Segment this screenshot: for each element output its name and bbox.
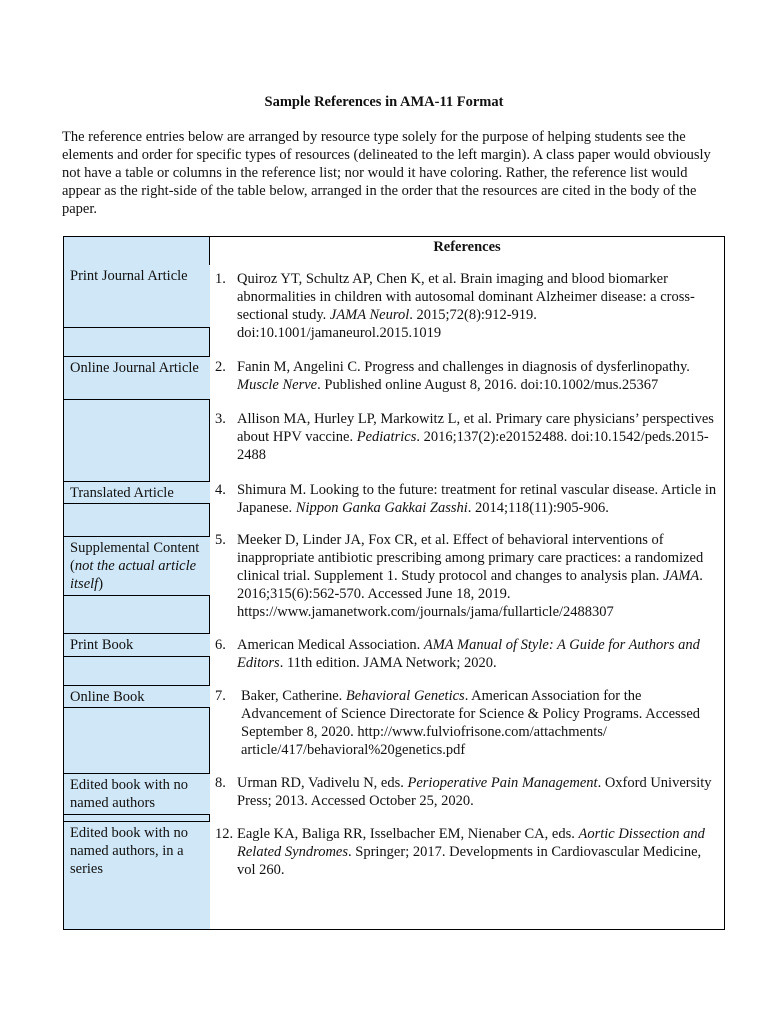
reference-8	[215, 774, 720, 810]
reference-source: Muscle Nerve	[237, 377, 318, 393]
reference-details: . Oxford University Press; 2013. Accessed October 25, 2020.	[237, 775, 712, 809]
reference-details: . American Association for the Advancement of Science Directorate for Science & Policy Programs. Accessed September 8, 2020. http://www.fulviofrisone.com/attachments/ article/417/behavioral%20genetics.pdf	[241, 688, 701, 758]
reference-number: 4.	[215, 482, 226, 498]
category-supplemental	[64, 536, 210, 596]
reference-source: Perioperative Pain Management	[407, 775, 598, 791]
supplemental-text: Supplemental Content (	[70, 540, 200, 574]
reference-source: JAMA Neurol	[329, 307, 410, 323]
reference-text: American Medical Association.	[237, 637, 424, 653]
reference-details: . 2016;137(2):e20152488. doi:10.1542/peds.2015-2488	[237, 429, 709, 463]
reference-source: Aortic Dissection and Related Syndromes	[237, 826, 705, 860]
reference-details: . Springer; 2017. Developments in Cardiovascular Medicine, vol 260.	[237, 844, 702, 878]
category-edited-series: Edited book with no named authors, in a series	[64, 821, 210, 929]
reference-3	[215, 410, 720, 464]
reference-source: Behavioral Genetics	[345, 688, 465, 704]
reference-4	[215, 481, 720, 517]
reference-12	[215, 825, 720, 879]
reference-text: Urman RD, Vadivelu N, eds.	[237, 775, 408, 791]
reference-number: 7.	[215, 688, 226, 704]
reference-7	[215, 687, 720, 759]
category-translated: Translated Article	[64, 481, 210, 504]
reference-text: Shimura M. Looking to the future: treatment for retinal vascular disease. Article in Japanese.	[237, 482, 717, 516]
category-online-journal: Online Journal Article	[64, 356, 210, 400]
category-online-book: Online Book	[64, 685, 210, 708]
reference-text: Fanin M, Angelini C. Progress and challenges in diagnosis of dysferlinopathy.	[237, 359, 690, 375]
reference-1	[215, 270, 720, 342]
reference-5	[215, 531, 720, 621]
supplemental-italic: not the actual article itself	[70, 558, 197, 592]
reference-details: . 2014;118(11):905-906.	[467, 500, 609, 516]
reference-number: 8.	[215, 775, 226, 791]
category-print-book: Print Book	[64, 633, 210, 657]
reference-2	[215, 358, 720, 394]
reference-source: Nippon Ganka Gakkai Zasshi	[295, 500, 468, 516]
reference-number: 5.	[215, 532, 226, 548]
reference-details: . 2016;315(6):562-570. Accessed June 18, 2019. https://www.jamanetwork.com/journals/jama/fullarticle/2488307	[237, 568, 703, 620]
reference-number: 6.	[215, 637, 226, 653]
references-table	[63, 236, 725, 930]
reference-source: JAMA	[663, 568, 700, 584]
reference-text: Quiroz YT, Schultz AP, Chen K, et al. Brain imaging and blood biomarker abnormalities in children with autosomal dominant Alzheimer disease: a cross-sectional study.	[237, 271, 695, 323]
category-edited-book: Edited book with no named authors	[64, 773, 210, 815]
reference-number: 1.	[215, 271, 226, 287]
reference-number: 12.	[215, 826, 234, 842]
reference-text: Baker, Catherine.	[241, 688, 346, 704]
reference-number: 3.	[215, 411, 226, 427]
reference-text: Eagle KA, Baliga RR, Isselbacher EM, Nienaber CA, eds.	[237, 826, 579, 842]
reference-source: AMA Manual of Style: A Guide for Authors and Editors	[237, 637, 700, 671]
reference-text: Meeker D, Linder JA, Fox CR, et al. Effect of behavioral interventions of inappropriate antibiotic prescribing among primary care practices: a randomized clinical trial. Supplement 1. Study protocol and changes to analysis plan.	[237, 532, 704, 584]
references-header: References	[433, 239, 501, 255]
page-title: Sample References in AMA-11 Format	[264, 94, 504, 110]
reference-6	[215, 636, 720, 672]
reference-details: . 2015;72(8):912-919. doi:10.1001/jamaneurol.2015.1019	[237, 307, 537, 341]
supplemental-close: )	[98, 576, 104, 592]
reference-source: Pediatrics	[356, 429, 417, 445]
reference-number: 2.	[215, 359, 226, 375]
reference-details: . 11th edition. JAMA Network; 2020.	[279, 655, 497, 671]
category-print-journal: Print Journal Article	[64, 265, 210, 328]
intro-paragraph: The reference entries below are arranged by resource type solely for the purpose of helping students see the elements and order for specific types of resources (delineated to the left margin). A class paper would obviously not have a table or columns in the reference list; nor would it have coloring. Rather, the reference list would appear as the right-side of the table below, arranged in the order that the resources are cited in the body of the paper.	[62, 129, 711, 217]
reference-text: Allison MA, Hurley LP, Markowitz L, et al. Primary care physicians’ perspectives about HPV vaccine.	[237, 411, 714, 445]
reference-details: . Published online August 8, 2016. doi:10.1002/mus.25367	[317, 377, 659, 393]
